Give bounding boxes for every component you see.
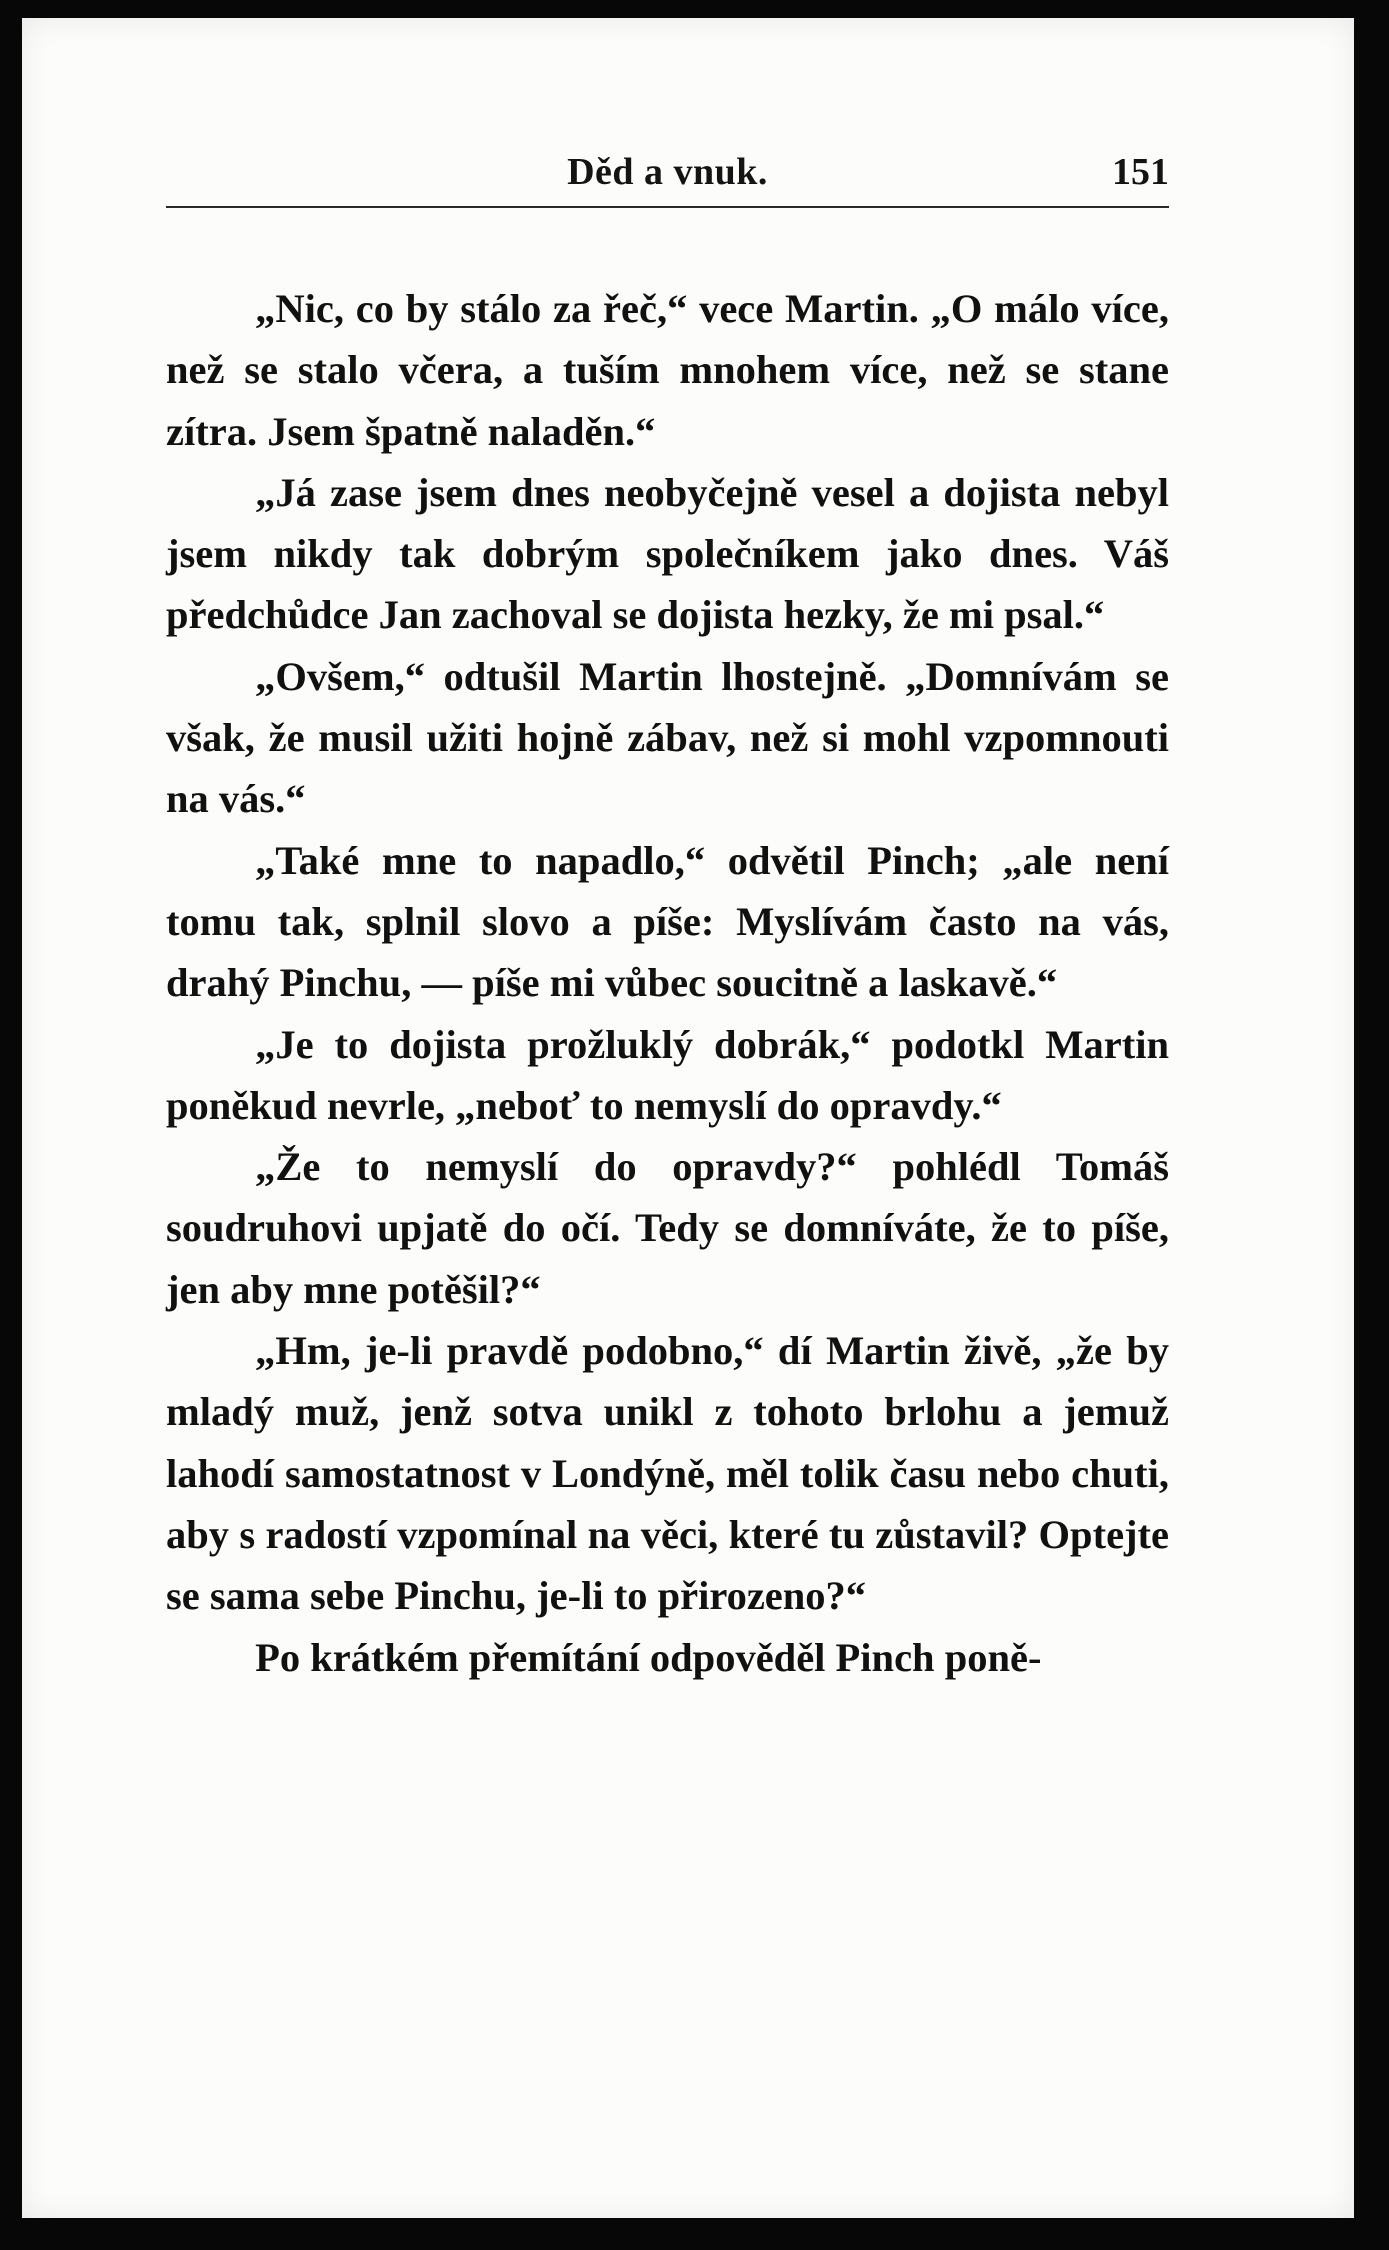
running-title: Děd a vnuk. xyxy=(567,151,768,193)
paragraph: „Také mne to napadlo,“ odvětil Pinch; „ale není tomu tak, splnil slovo a píše: Myslívám často na vás, drahý Pinchu, — píše mi vůbec soucitně a laskavě.“ xyxy=(166,837,1169,1006)
paragraph: „Hm, je-li pravdě podobno,“ dí Martin živě, „že by mladý muž, jenž sotva unikl z tohoto brlohu a jemuž lahodí samostatnost v Londýně, měl tolik času nebo chuti, aby s radostí vzpomínal na věci, které tu zůstavil? Optejte se sama sebe Pinchu, je-li to přirozeno?“ xyxy=(166,1328,1169,1619)
paragraph: „Je to dojista prožluklý dobrák,“ podotkl Martin poněkud nevrle, „neboť to nemyslí do opravdy.“ xyxy=(166,1021,1169,1128)
paragraph: „Že to nemyslí do opravdy?“ pohlédl Tomáš soudruhovi upjatě do očí. Tedy se domníváte, že to píše, jen aby mne potěšil?“ xyxy=(166,1144,1169,1312)
paragraph: Po krátkém přemítání odpověděl Pinch poně- xyxy=(255,1634,1042,1680)
page-number: 151 xyxy=(1112,151,1169,193)
body-text xyxy=(166,278,1169,1688)
header-rule xyxy=(166,206,1169,208)
running-head xyxy=(166,150,1169,210)
paragraph: „Nic, co by stálo za řeč,“ vece Martin. „O málo více, než se stalo včera, a tuším mnohem více, než se stane zítra. Jsem špatně naladěn.“ xyxy=(166,286,1169,454)
paragraph: „Já zase jsem dnes neobyčejně vesel a dojista nebyl jsem nikdy tak dobrým společníkem jako dnes. Váš předchůdce Jan zachoval se dojista hezky, že mi psal.“ xyxy=(166,469,1169,638)
paragraph: „Ovšem,“ odtušil Martin lhostejně. „Domnívám se však, že musil užiti hojně zábav, než si mohl vzpomnouti na vás.“ xyxy=(166,653,1169,822)
